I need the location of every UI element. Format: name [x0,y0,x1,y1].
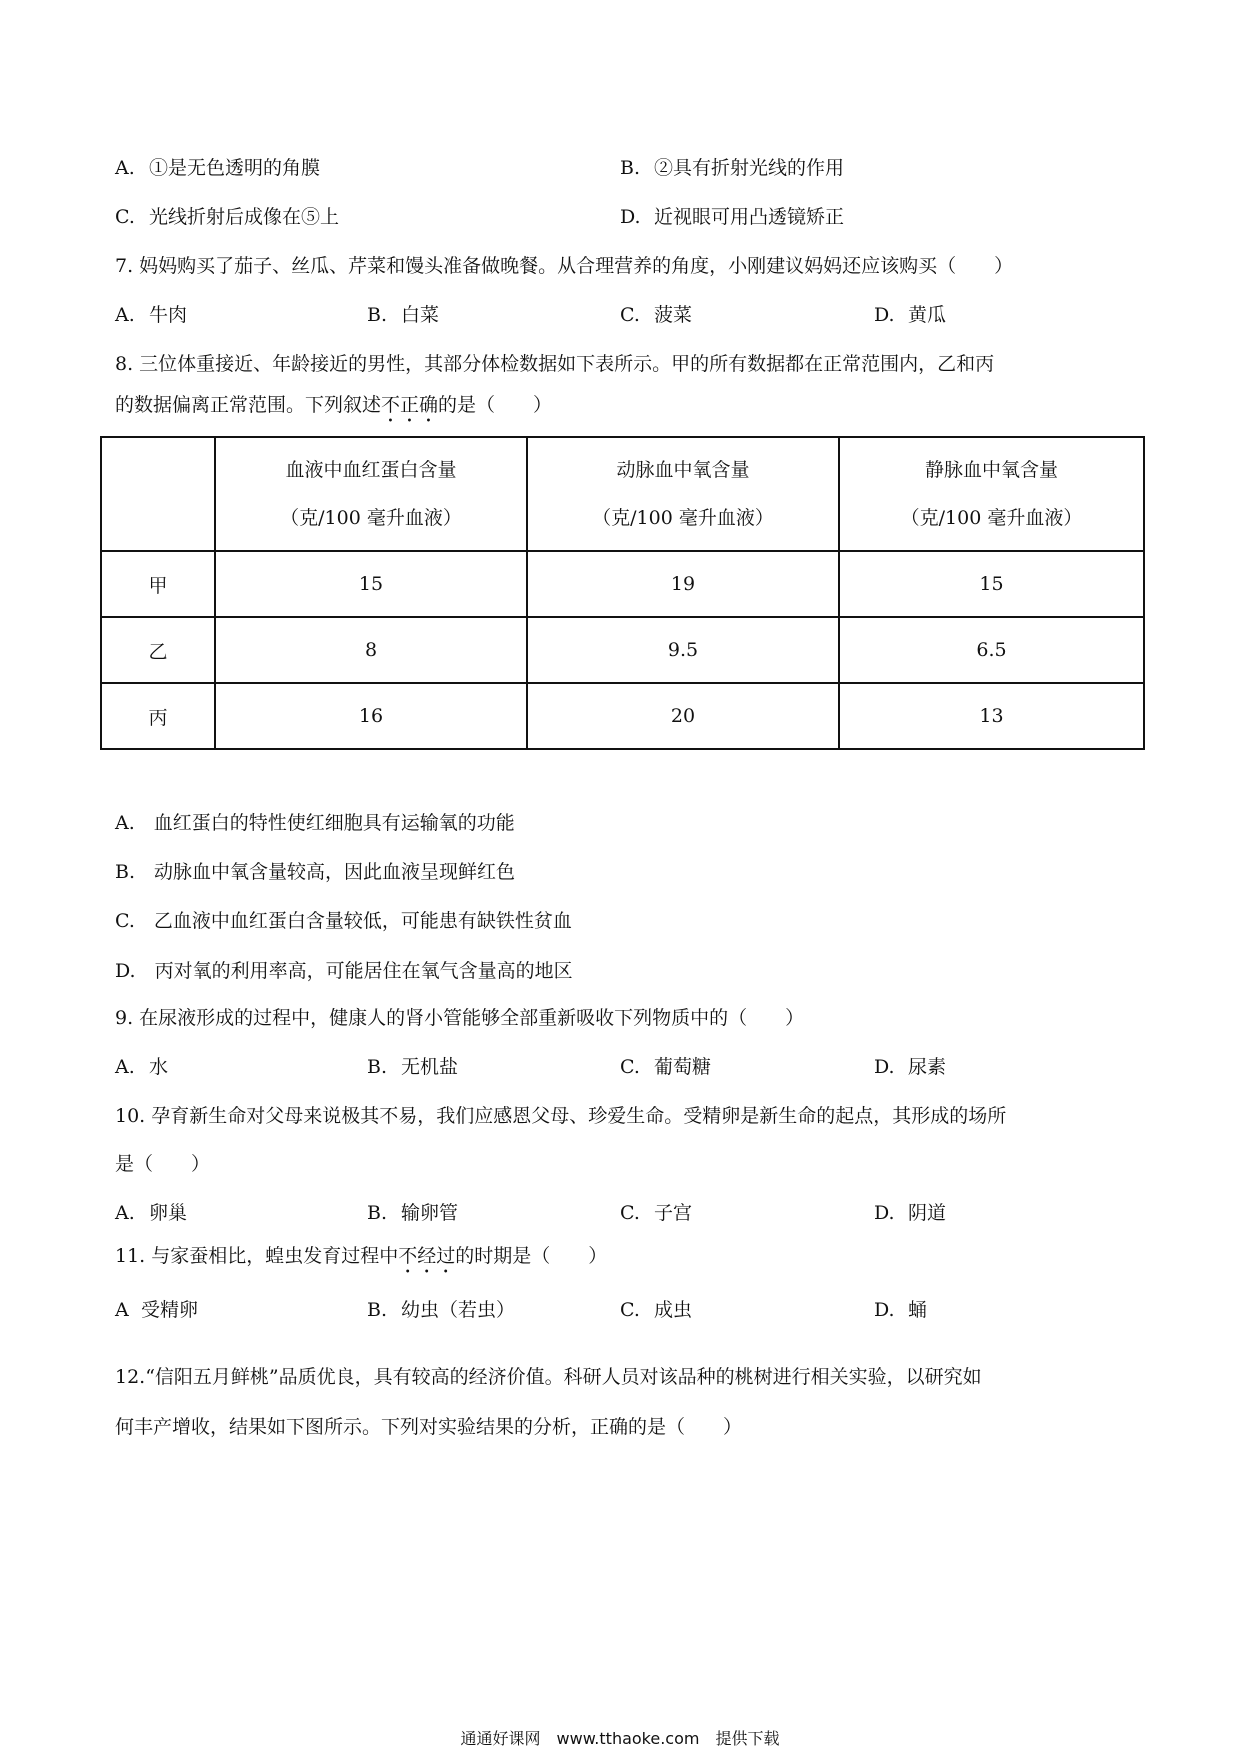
q8-option-b: B. 动脉血中氧含量较高，因此血液呈现鲜红色 [115,861,516,883]
q11-option-a-text: 受精卵 [141,1299,199,1321]
table-row [101,617,1144,683]
q9-option-d [874,1054,946,1080]
q6-option-b [620,155,844,181]
q10-option-d-text: 阴道 [908,1202,947,1224]
q10-option-d [874,1200,946,1226]
table-row [101,551,1144,617]
q7-option-c [620,302,692,328]
table-cell: 15 [215,551,527,617]
q9-option-d-text: 尿素 [908,1056,947,1078]
q11-option-d-text: 蛹 [908,1299,928,1321]
header-unit: （克/100 毫升血液） [900,507,1083,529]
q10-stem-line1: 10. 孕育新生命对父母来说极其不易，我们应感恩父母、珍爱生命。受精卵是新生命的起点，其形成的场所 [115,1105,1007,1127]
q8-stem-line2 [115,392,552,427]
q8-option-d: D. 丙对氧的利用率高，可能居住在氧气含量高的地区 [115,960,573,982]
table-header-cell-empty [101,437,215,551]
q9-option-a-letter: A. [115,1056,135,1078]
table-header-cell [839,437,1144,551]
q7-option-c-letter: C. [620,304,640,326]
q9-option-b-letter: B. [367,1056,388,1078]
q8-option-c: C. 乙血液中血红蛋白含量较低，可能患有缺铁性贫血 [115,910,572,932]
q6-option-a [115,155,320,181]
q8-stem-line2-pre: 的数据偏离正常范围。下列叙述 [115,394,382,416]
table-cell: 6.5 [839,617,1144,683]
table-cell: 20 [527,683,839,749]
q11-stem-emphasis: 不经过 [398,1245,456,1267]
table-cell-person: 丙 [101,683,215,749]
q7-option-a-text: 牛肉 [149,304,188,326]
q9-option-d-letter: D. [874,1056,895,1078]
q11-stem [115,1243,607,1278]
q7-option-a-letter: A. [115,304,135,326]
q10-option-b [367,1200,458,1226]
q9-option-a [115,1054,168,1080]
page-footer: 通通好课网 www.tthaoke.com 提供下载 [460,1729,780,1748]
q11-option-b-text: 幼虫（若虫） [401,1299,516,1321]
q11-option-b-letter: B. [367,1299,388,1321]
q10-option-d-letter: D. [874,1202,895,1224]
q10-option-c-letter: C. [620,1202,640,1224]
q7-stem: 7. 妈妈购买了茄子、丝瓜、芹菜和馒头准备做晚餐。从合理营养的角度，小刚建议妈妈还应该购买（ ） [115,255,1014,277]
table-row [101,683,1144,749]
q9-option-b-text: 无机盐 [401,1056,459,1078]
q10-option-c [620,1200,692,1226]
q6-option-c-text: 光线折射后成像在⑤上 [149,206,340,228]
q10-option-b-letter: B. [367,1202,388,1224]
q11-option-c-letter: C. [620,1299,640,1321]
table-cell: 8 [215,617,527,683]
q7-option-c-text: 菠菜 [654,304,693,326]
q9-option-c [620,1054,711,1080]
header-title: 静脉血中氧含量 [924,459,1058,481]
q12-stem-line1: 12.“信阳五月鲜桃”品质优良，具有较高的经济价值。科研人员对该品种的桃树进行相关实验，以研究如 [115,1366,982,1388]
q8-option-a: A. 血红蛋白的特性使红细胞具有运输氧的功能 [115,812,515,834]
q9-option-b [367,1054,458,1080]
q6-option-a-text: ①是无色透明的角膜 [149,157,321,179]
table-cell-person: 甲 [101,551,215,617]
table-cell: 16 [215,683,527,749]
q11-option-d-letter: D. [874,1299,895,1321]
q11-option-d [874,1297,927,1323]
header-unit: （克/100 毫升血液） [592,507,774,529]
table-cell: 15 [839,551,1144,617]
q9-option-a-text: 水 [149,1056,169,1078]
q11-stem-post: 的时期是（ ） [455,1245,608,1267]
q11-option-b [367,1297,515,1323]
q7-option-b-letter: B. [367,304,388,326]
q9-option-c-text: 葡萄糖 [654,1056,712,1078]
q8-stem-emphasis: 不正确 [381,394,439,416]
q11-option-a-letter: A [115,1299,129,1321]
q6-option-c [115,204,339,230]
q10-option-a-letter: A. [115,1202,135,1224]
q11-option-a [115,1297,198,1323]
q7-option-d [874,302,946,328]
table-cell: 9.5 [527,617,839,683]
q6-option-a-letter: A. [115,157,135,179]
table-header-cell [215,437,527,551]
q10-option-c-text: 子宫 [654,1202,693,1224]
q10-option-b-text: 输卵管 [401,1202,459,1224]
table-cell: 19 [527,551,839,617]
q11-option-c-text: 成虫 [654,1299,693,1321]
q8-stem-line1: 8. 三位体重接近、年龄接近的男性，其部分体检数据如下表所示。甲的所有数据都在正常范围内，乙和丙 [115,353,995,375]
q6-option-c-letter: C. [115,206,135,228]
table-header-row [101,437,1144,551]
q6-option-d-text: 近视眼可用凸透镜矫正 [654,206,845,228]
table-cell-person: 乙 [101,617,215,683]
q8-stem-line2-post: 的是（ ） [438,394,553,416]
q11-option-c [620,1297,692,1323]
table-cell: 13 [839,683,1144,749]
q7-option-b [367,302,439,328]
q10-option-a-text: 卵巢 [149,1202,188,1224]
blood-data-table [100,436,1145,750]
q6-option-b-text: ②具有折射光线的作用 [654,157,845,179]
q6-option-d [620,204,844,230]
q7-option-d-letter: D. [874,304,895,326]
q10-option-a [115,1200,187,1226]
q7-option-d-text: 黄瓜 [908,304,947,326]
header-title: 血液中血红蛋白含量 [285,459,457,481]
table-header-cell [527,437,839,551]
q7-option-b-text: 白菜 [401,304,440,326]
q6-option-d-letter: D. [620,206,641,228]
q9-option-c-letter: C. [620,1056,640,1078]
header-unit: （克/100 毫升血液） [280,507,462,529]
q11-stem-pre: 11. 与家蚕相比，蝗虫发育过程中 [115,1245,399,1267]
q6-option-b-letter: B. [620,157,641,179]
q12-stem-line2: 何丰产增收，结果如下图所示。下列对实验结果的分析，正确的是（ ） [115,1416,743,1438]
header-title: 动脉血中氧含量 [616,459,750,481]
q10-stem-line2: 是（ ） [115,1153,211,1175]
q9-stem: 9. 在尿液形成的过程中，健康人的肾小管能够全部重新吸收下列物质中的（ ） [115,1007,805,1029]
q7-option-a [115,302,187,328]
